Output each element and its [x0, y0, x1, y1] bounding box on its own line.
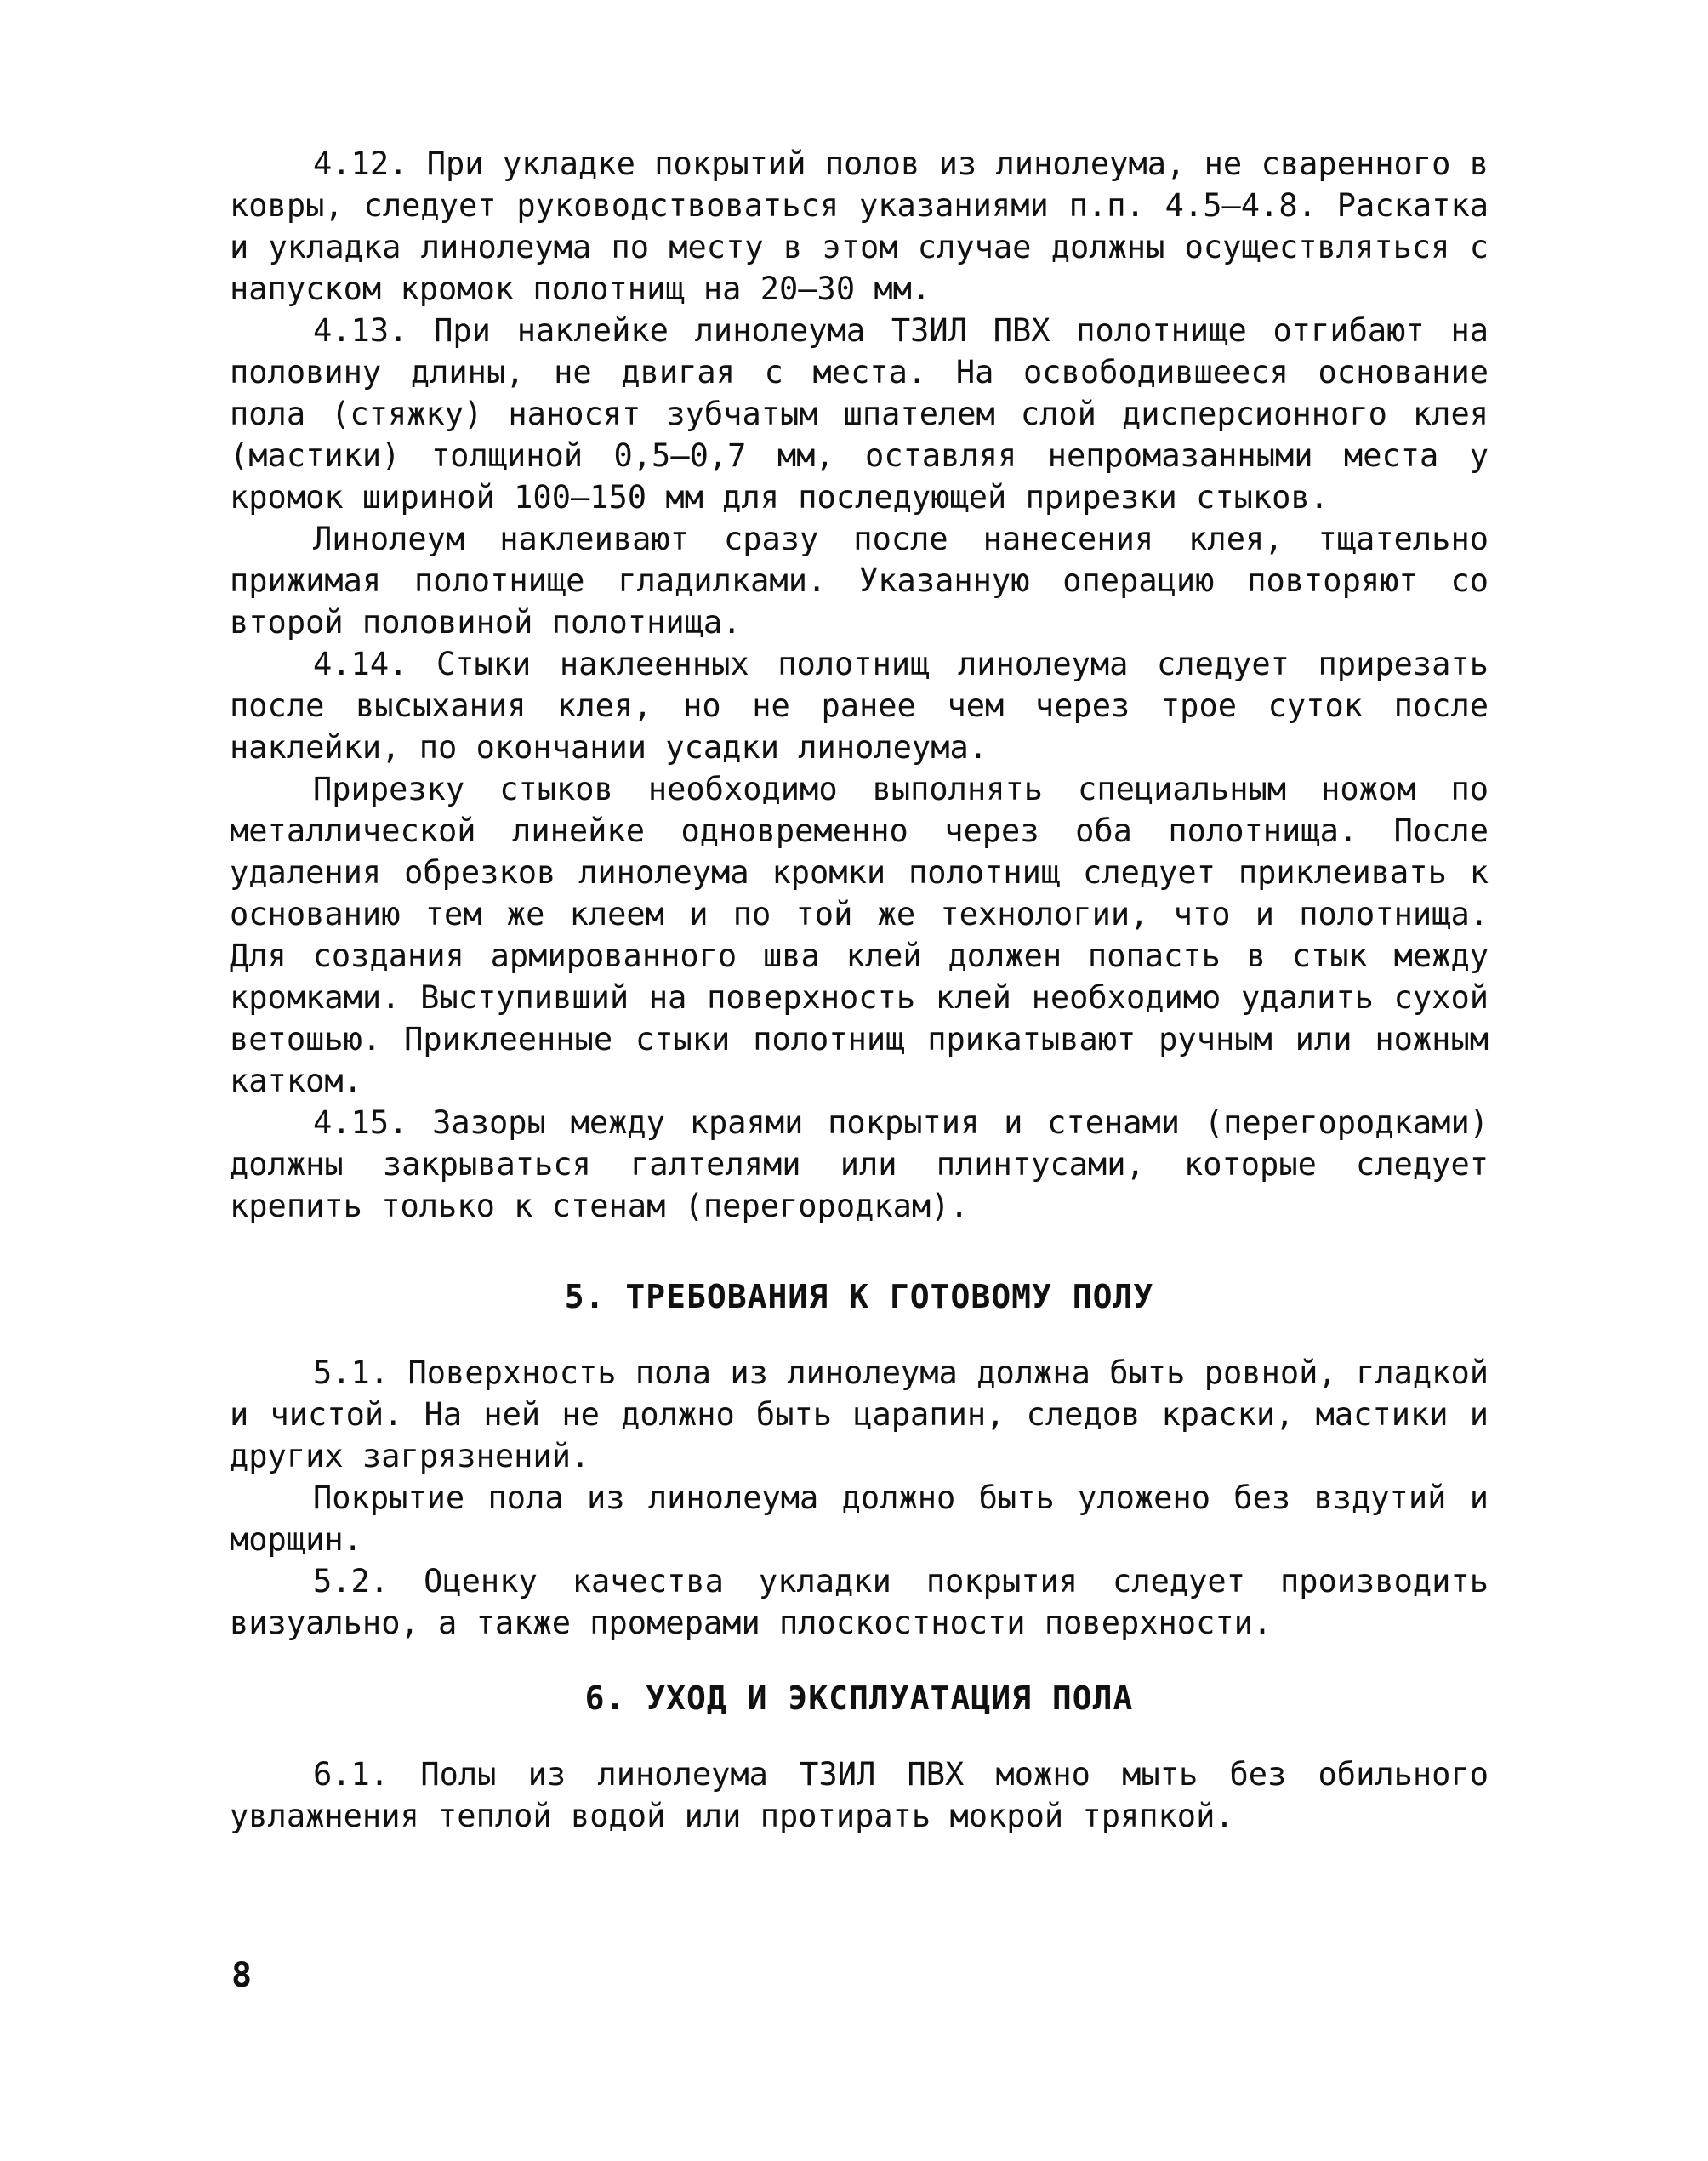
paragraph-4-13-gluing: Линолеум наклеивают сразу после нанесения клея, тщательно прижимая полотнище гладилками. Указанную операцию повторяют со второй половиной полотнища.: [230, 521, 1489, 641]
paragraph-6-1: 6.1. Полы из линолеума ТЗИЛ ПВХ можно мыть без обильного увлажнения теплой водой или протирать мокрой тряпкой.: [230, 1756, 1489, 1834]
section-5-heading: 5. ТРЕБОВАНИЯ К ГОТОВОМУ ПОЛУ: [564, 1278, 1154, 1315]
paragraph-4-13: 4.13. При наклейке линолеума ТЗИЛ ПВХ полотнище отгибают на половину длины, не двигая с места. На освободившееся основание пола (стяжку) наносят зубчатым шпателем слой дисперсионного клея (мастики) толщиной 0,5–0,7 мм, оставляя непромазанными места у кромок шириной 100–150 мм для последующей прирезки стыков.: [230, 312, 1489, 516]
body-text: [230, 143, 1489, 1837]
paragraph-4-12: 4.12. При укладке покрытий полов из линолеума, не сваренного в ковры, следует руководствоваться указаниями п.п. 4.5–4.8. Раскатка и укладка линолеума по месту в этом случае должны осуществляться с напуском кромок полотнищ на 20–30 мм.: [230, 145, 1489, 307]
section-6-heading: 6. УХОД И ЭКСПЛУАТАЦИЯ ПОЛА: [584, 1679, 1134, 1717]
paragraph-5-2: 5.2. Оценку качества укладки покрытия следует производить визуально, а также промерами плоскостности поверхности.: [230, 1563, 1489, 1641]
paragraph-5-1: 5.1. Поверхность пола из линолеума должна быть ровной, гладкой и чистой. На ней не должно быть царапин, следов краски, мастики и других загрязнений.: [230, 1354, 1489, 1474]
page-number: 8: [231, 1956, 253, 1995]
paragraph-5-1-wrinkles: Покрытие пола из линолеума должно быть уложено без вздутий и морщин.: [230, 1480, 1489, 1558]
paragraph-4-14-trimming: Прирезку стыков необходимо выполнять специальным ножом по металлической линейке одновременно через оба полотнища. После удаления обрезков линолеума кромки полотнищ следует приклеивать к основанию тем же клеем и по той же технологии, что и полотнища. Для создания армированного шва клей должен попасть в стык между кромками. Выступивший на поверхность клей необходимо удалить сухой ветошью. Приклеенные стыки полотнищ прикатывают ручным или ножным катком.: [230, 771, 1489, 1099]
paragraph-4-15: 4.15. Зазоры между краями покрытия и стенами (перегородками) должны закрываться галтелями или плинтусами, которые следует крепить только к стенам (перегородкам).: [230, 1104, 1489, 1224]
paragraph-4-14: 4.14. Стыки наклеенных полотнищ линолеума следует прирезать после высыхания клея, но не ранее чем через трое суток после наклейки, по окончании усадки линолеума.: [230, 646, 1489, 766]
